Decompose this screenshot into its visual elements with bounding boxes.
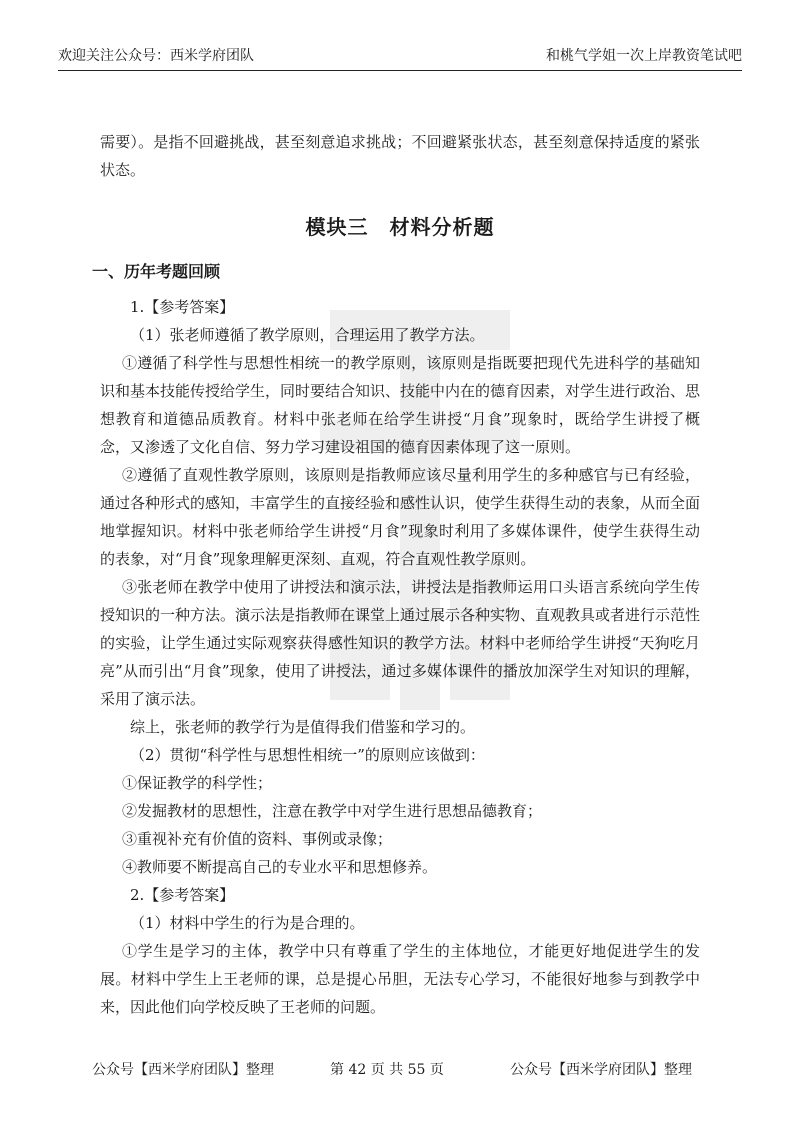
- q1-list-item: ①保证教学的科学性；: [122, 774, 273, 792]
- q1-subheading-1: （1）张老师遵循了教学原则，合理运用了教学方法。: [130, 326, 485, 344]
- q1-paragraph-1: ①遵循了科学性与思想性相统一的教学原则，该原则是指既要把现代先进科学的基础知识和基本技能传授给学生，同时要结合知识、技能中内在的德育因素，对学生进行政治、思想教育和道德品质教育。材料中张老师在给学生讲授“月食”现象时，既给学生讲授了概念，又渗透了文化自信、努力学习建设祖国的德育因素体现了这一原则。: [100, 354, 701, 456]
- q2-label: 2.【参考答案】: [130, 886, 235, 904]
- footer-right-text: 公众号【西米学府团队】整理: [510, 1062, 692, 1078]
- page-header: [58, 44, 742, 71]
- page-number: 第 42 页 共 55 页: [330, 1062, 444, 1078]
- q1-summary: 综上，张老师的教学行为是值得我们借鉴和学习的。: [130, 718, 476, 736]
- intro-paragraph: 需要）。是指不回避挑战，甚至刻意追求挑战；不回避紧张状态，甚至刻意保持适度的紧张状态。: [100, 133, 700, 179]
- q2-subheading-1: （1）材料中学生的行为是合理的。: [130, 914, 365, 932]
- q2-paragraph-1: ①学生是学习的主体，教学中只有尊重了学生的主体地位，才能更好地促进学生的发展。材料中学生上王老师的课，总是提心吊胆，无法专心学习，不能很好地参与到教学中来，因此他们向学校反映了王老师的问题。: [100, 942, 700, 1016]
- header-left-text: 欢迎关注公众号：西米学府团队: [58, 48, 254, 64]
- q1-paragraph-2: ②遵循了直观性教学原则，该原则是指教师应该尽量利用学生的多种感官与已有经验，通过各种形式的感知，丰富学生的直接经验和感性认识，使学生获得生动的表象，从而全面地掌握知识。材料中张老师给学生讲授“月食”现象时利用了多媒体课件，使学生获得生动的表象，对“月食”现象理解更深刻、直观，符合直观性教学原则。: [100, 466, 701, 568]
- q1-list-item: ③重视补充有价值的资料、事例或录像；: [122, 830, 393, 848]
- footer-left-text: 公众号【西米学府团队】整理: [92, 1062, 274, 1078]
- q1-list-item: ②发掘教材的思想性，注意在教学中对学生进行思想品德教育；: [122, 802, 543, 820]
- q1-subheading-2: （2）贯彻“科学性与思想性相统一”的原则应该做到：: [130, 746, 485, 764]
- section-title: 一、历年考题回顾: [92, 262, 221, 281]
- page-content: [92, 128, 701, 1021]
- q1-label: 1.【参考答案】: [130, 298, 235, 316]
- module-title: 模块三 材料分析题: [305, 215, 495, 239]
- page-footer: [0, 1058, 800, 1082]
- q1-list-item: ④教师要不断提高自己的专业水平和思想修养。: [122, 858, 438, 876]
- header-right-text: 和桃气学姐一次上岸教资笔试吧: [546, 48, 742, 64]
- q1-paragraph-3: ③张老师在教学中使用了讲授法和演示法，讲授法是指教师运用口头语言系统向学生传授知识的一种方法。演示法是指教师在课堂上通过展示各种实物、直观教具或者进行示范性的实验，让学生通过实际观察获得感性知识的教学方法。材料中老师给学生讲授“天狗吃月亮”从而引出“月食”现象，使用了讲授法，通过多媒体课件的播放加深学生对知识的理解，采用了演示法。: [100, 578, 701, 708]
